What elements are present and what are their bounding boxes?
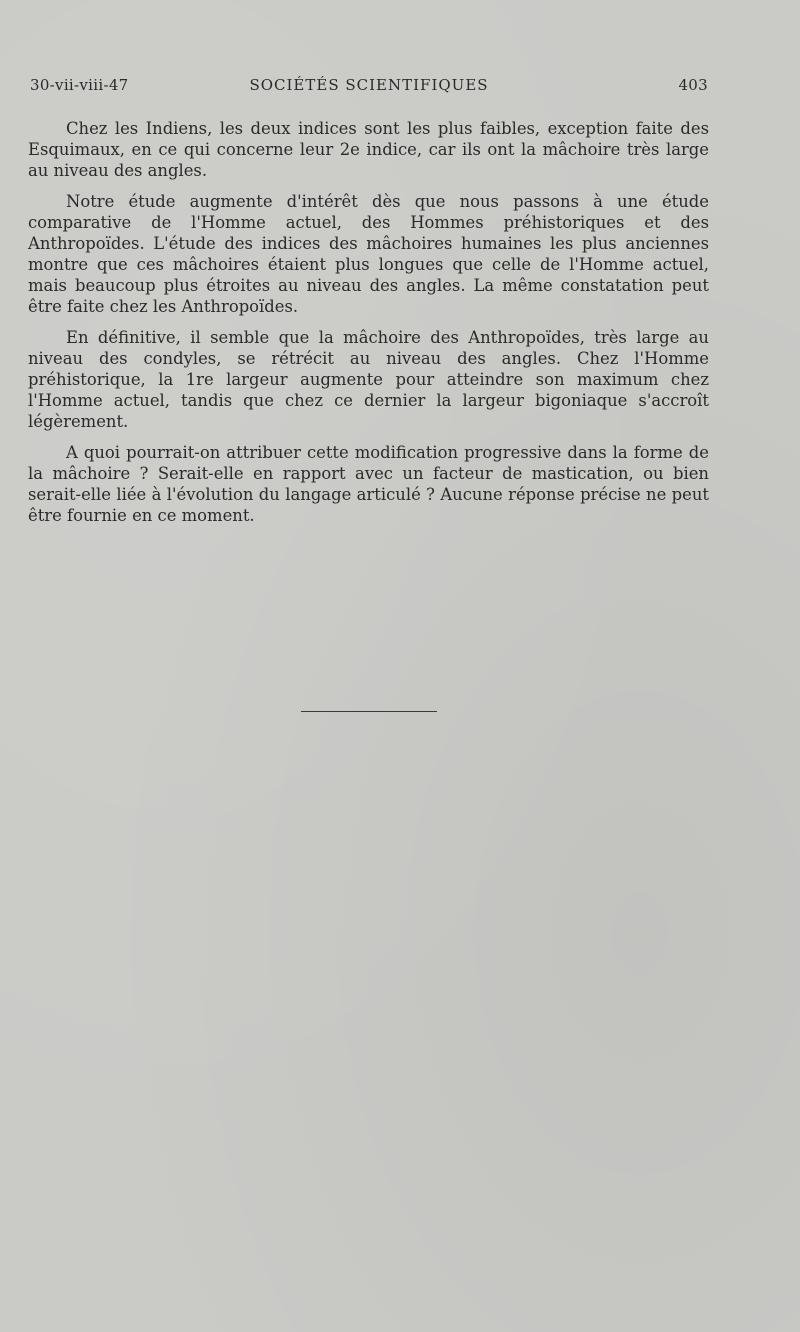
paragraph: A quoi pourrait-on attribuer cette modification progressive dans la forme de la mâchoire ? Serait-elle en rapport avec un facteur de mastication, ou bien serait-elle liée à l'évolution du langage articulé ? Aucune réponse précise ne peut être fournie en ce moment. [28,443,709,525]
running-header [30,76,708,98]
paragraph: Chez les Indiens, les deux indices sont les plus faibles, exception faite des Esquimaux, en ce qui concerne leur 2e indice, car ils ont la mâchoire très large au niveau des angles. [28,119,709,180]
paragraph: Notre étude augmente d'intérêt dès que nous passons à une étude comparative de l'Homme actuel, des Hommes préhistoriques et des Anthropoïdes. L'étude des indices des mâchoires humaines les plus anciennes montre que ces mâchoires étaient plus longues que celle de l'Homme actuel, mais beaucoup plus étroites au niveau des angles. La même constatation peut être faite chez les Anthropoïdes. [28,192,709,316]
paragraph: En définitive, il semble que la mâchoire des Anthropoïdes, très large au niveau des condyles, se rétrécit au niveau des angles. Chez l'Homme préhistorique, la 1re largeur augmente pour atteindre son maximum chez l'Homme actuel, tandis que chez ce dernier la largeur bigoniaque s'accroît légèrement. [28,328,709,431]
page-number: 403 [678,76,708,94]
header-title: SOCIÉTÉS SCIENTIFIQUES [249,76,489,94]
section-end-rule [301,711,437,712]
body-text [28,118,709,536]
header-date: 30-vii-viii-47 [30,76,129,94]
